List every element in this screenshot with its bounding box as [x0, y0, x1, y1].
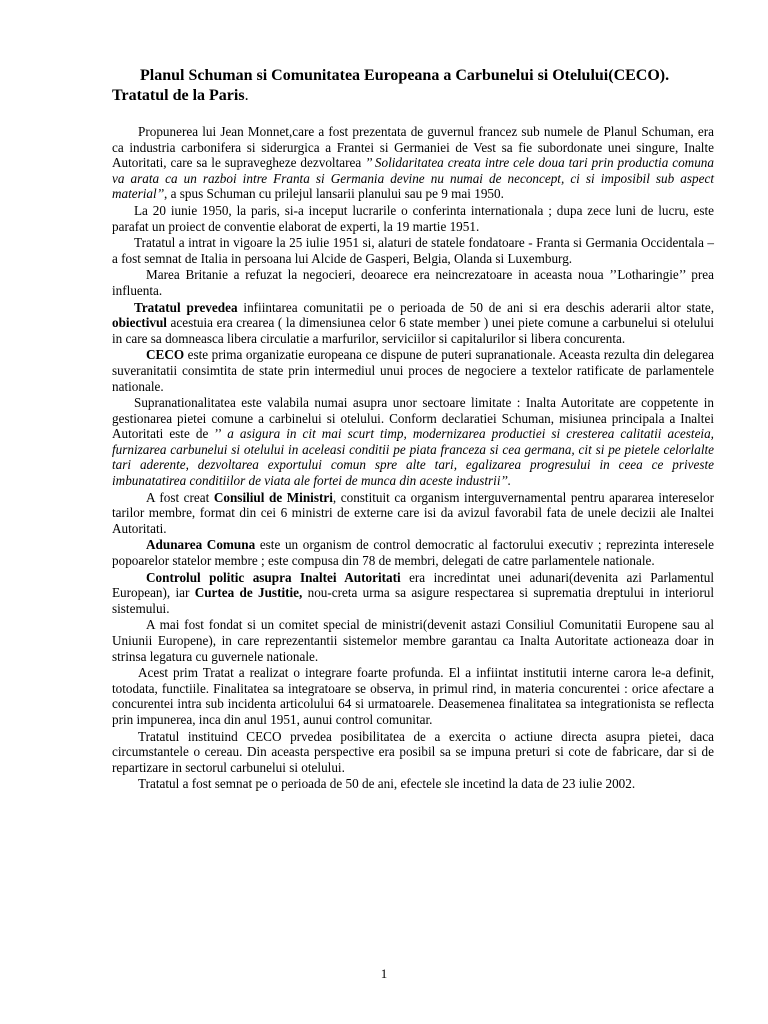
- paragraph-text: este prima organizatie europeana ce dispune de puteri supranationale. Aceasta rezulta din delegarea suveranitatii consimtita de state prin intermediul unui proces de negociere a textelor ratificate de parlamentele nationale.: [112, 347, 714, 394]
- paragraph-treaty-in-force: Tratatul a intrat in vigoare la 25 iulie 1951 si, alaturi de statele fondatoare - Franta si Germania Occidentala – a fost semnat de Italia in persoana lui Alcide de Gasperi, Belgia, Olanda si Luxemburg.: [112, 235, 714, 266]
- paragraph-treaty-duration: Tratatul a fost semnat pe o perioada de 50 de ani, efectele sle incetind la data de 23 iulie 2002.: [138, 776, 636, 792]
- document-title: [112, 66, 714, 106]
- paragraph-integration: Acest prim Tratat a realizat o integrare foarte profunda. El a infiintat institutii interne carora le-a definit, totodata, functiile. Finalitatea sa integratoare se observa, in primul rind, in materia concurentei : orice afectare a concurentei intra sub incidenta articolului 64 si urmatoarele. Deasemenea finalitatea sa integrationista se reflecta prin impunerea, inca din anul 1951, aunui control comunitar.: [112, 665, 714, 727]
- paragraph-text: nou-creta urma sa asigure respectarea si suprematia dreptului in interiorul sistemului.: [112, 585, 714, 616]
- paragraph-special-committee: A mai fost fondat si un comitet special de ministri(devenit astazi Consiliul Comunitatii Europene sau al Uniunii Europene), in care reprezentantii sistemelor membre garantau ca Inalta Autoritate actioneaza doar in strinsa legatura cu guvernele nationale.: [112, 617, 714, 664]
- paragraph-text: era incredintat unei adunari(devenita azi Parlamentul European), iar: [112, 569, 714, 601]
- paragraph-text: A fost creat: [146, 489, 214, 505]
- bold-term: Consiliul de Ministri: [213, 489, 333, 505]
- bold-term: Adunarea Comuna: [146, 537, 256, 553]
- page-number: 1: [380, 966, 388, 981]
- title-period: .: [244, 87, 249, 104]
- paragraph-supranationality: [112, 395, 714, 489]
- paragraph-text: , constituit ca organism interguvernamental pentru apararea intereselor tarilor membre, format din cei 6 ministri de externe care isi da avizul favorabil fata de unele decizii ale Inaltei Autoritati.: [112, 489, 714, 536]
- paragraph-monnet-proposal: [112, 124, 714, 202]
- paragraph-text: acestuia era crearea ( la dimensiunea celor 6 state member ) unei piete comune a carbunelui si otelului in care sa domneasca libera circulatie a marfurilor, serviciilor si capitalurilor si libera concurenta.: [112, 315, 714, 346]
- paragraph-great-britain: Marea Britanie a refuzat la negocieri, deoarece era neincrezatoare in aceasta noua ’’Lotharingie’’ prea influenta.: [112, 267, 714, 298]
- paragraph-text: infiintarea comunitatii pe o perioada de 50 de ani si era deschis aderarii altor state,: [237, 299, 715, 315]
- paragraph-text: Supranationalitatea este valabila numai asupra unor sectoare limitate : Inalta Autoritate are coppetente in gestionarea pietei comune a carbinelui si otelului. Conform declaratiei Schuman, misiunea principala a Inaltei Autoritati este de ’’: [112, 395, 714, 442]
- paragraph-political-control: [112, 570, 714, 617]
- bold-term: obiectivul: [112, 315, 167, 331]
- schuman-quote: ’’ Solidaritatea creata intre cele doua tari prin productia comuna va arata ca un razboi intre Franta si Germania devine nu numai de neconcept, ci si imposibil sub aspect material’’: [112, 155, 714, 202]
- paragraph-treaty-provisions: [112, 300, 714, 347]
- paragraph-text: Propunerea lui Jean Monnet,care a fost prezentata de guvernul francez sub numele de Planul Schuman, era ca industria carbonifera si siderurgica a Frantei si Germaniei de Vest sa fie subordonate unei singure, Inalte Autoritati, care sa le supravegheze dezvoltarea: [112, 124, 714, 171]
- bold-term: Curtea de Justitie,: [194, 585, 303, 601]
- paragraph-common-assembly: [112, 537, 714, 568]
- title-text: Planul Schuman si Comunitatea Europeana a Carbunelui si Otelului(CECO). Tratatul de la Paris: [112, 67, 670, 104]
- bold-term: Controlul politic asupra Inaltei Autoritati: [146, 569, 401, 585]
- paragraph-council-of-ministers: [112, 490, 714, 537]
- bold-term: Tratatul prevedea: [134, 299, 238, 315]
- bold-term: CECO: [146, 347, 185, 363]
- paragraph-direct-action: Tratatul instituind CECO prvedea posibilitatea de a exercita o actiune directa asupra pietei, daca circumstantele o cereau. Din aceasta perspective era posibil sa se impuna preturi si cote de fabricare, dar si de repartizare in sectorul carbunelui si otelului.: [112, 728, 714, 775]
- schuman-declaration-quote: a asigura in cit mai scurt timp, modernizarea productiei si cresterea calitatii acesteia, furnizarea carbunelui si otelului in aceleasi conditii pe piata franceza si cea germana, cit si pe pietele celorlalte tari aderente, dezvoltarea exportului comun spre alte tari, egalizarea progresului in ceea ce priveste imbunatatirea conditiilor de viata ale fortei de munca din aceste industrii’’.: [112, 426, 714, 489]
- paragraph-text: este un organism de control democratic al factorului executiv ; reprezinta interesele popoarelor statelor membre ; este compusa din 78 de membri, delegati de catre parlamentele nationale.: [112, 537, 715, 569]
- paragraph-text: , a spus Schuman cu prilejul lansarii planului sau pe 9 mai 1950.: [164, 186, 504, 202]
- paragraph-ceco: [112, 347, 714, 394]
- paragraph-conference: La 20 iunie 1950, la paris, si-a inceput lucrarile o conferinta internationala ; dupa zece luni de lucru, este parafat un proiect de conventie elaborat de experti, la 19 martie 1951.: [112, 202, 714, 234]
